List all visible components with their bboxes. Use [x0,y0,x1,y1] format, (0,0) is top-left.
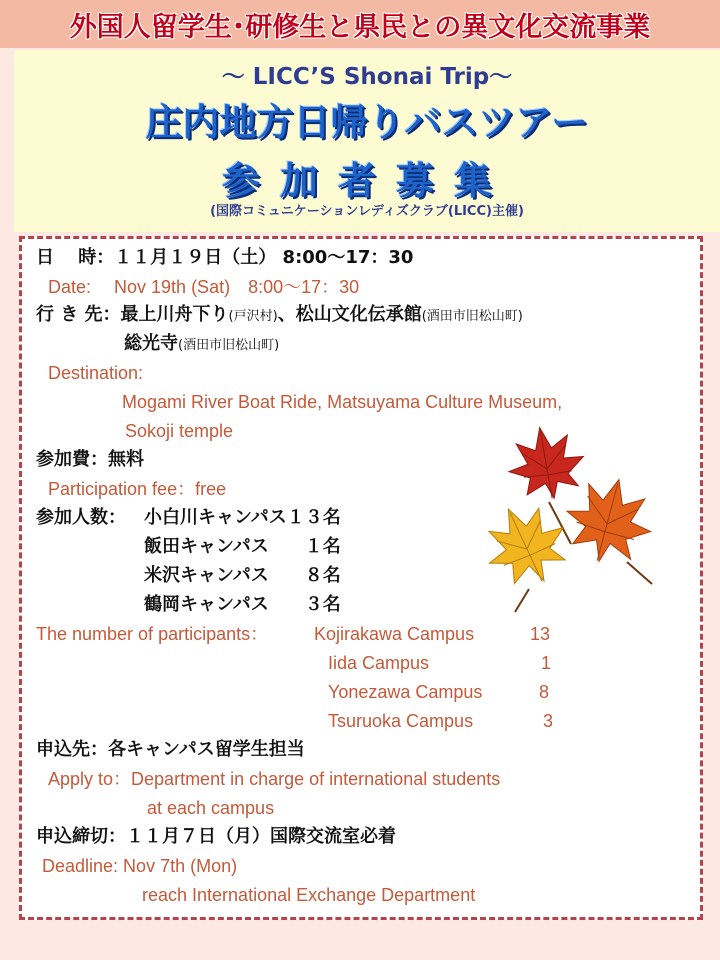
apply-line: 申込先：各キャンパス留学生担当 [36,739,305,760]
autumn-leaves-icon [477,424,687,614]
destination-en-1: Mogami River Boat Ride, Matsuyama Culture Museum, [122,392,563,412]
dest-2a: 総光寺 [124,333,178,354]
count-en-number: 1 [541,653,552,673]
apply-en-2: at each campus [147,798,275,818]
dest-2b: (酒田市旧松山町) [178,338,280,353]
dest-label: 行 き 先： [36,304,121,325]
fee-en: Participation fee：free [48,479,227,499]
organizer: (国際コミュニケーションレディズクラブ(LICC)主催) [210,204,524,219]
dest-1c: 、松山文化伝承館 [277,304,422,325]
bottom-band [0,922,720,960]
subtitle: ～ LICC’S Shonai Trip～ [221,64,513,90]
destination-line-2 [124,331,279,359]
fee-line: 参加費：無料 [36,449,144,470]
recruit-title: 参加者募集 [221,159,512,203]
date-value: １１月１９日（土） 8:00～17：30 [114,247,414,268]
dest-1b: (戸沢村) [228,309,278,324]
count-en-campus: Yonezawa Campus [328,682,483,702]
count-en-campus: Kojirakawa Campus [314,624,475,644]
count-en-number: 8 [539,682,550,702]
date-en: Date: Nov 19th (Sat) 8:00～17：30 [48,277,360,297]
count-en-number: 3 [543,711,554,731]
destination-line-1 [36,302,523,330]
deadline-en-1: Deadline: Nov 7th (Mon) [42,856,238,876]
count-en-campus: Iida Campus [328,653,430,673]
dest-1d: (酒田市旧松山町) [421,309,523,324]
info-box [19,236,703,920]
destination-en-2: Sokoji temple [125,421,234,441]
date-line [36,245,413,271]
dest-1a: 最上川舟下り [120,304,229,325]
destination-en-label: Destination: [48,363,144,383]
deadline-line: 申込締切：１１月７日（月）国際交流室必着 [36,826,396,847]
count-label: 参加人数： [36,507,126,528]
count-en-campus: Tsuruoka Campus [328,711,474,731]
count-en-label: The number of participants： [36,624,269,644]
count-row: 飯田キャンパス １名 [144,536,341,557]
deadline-en-2: reach International Exchange Department [142,885,476,905]
count-row: 米沢キャンパス ８名 [144,565,341,586]
count-row: 鶴岡キャンパス ３名 [144,594,341,615]
page-title: 庄内地方日帰りバスツアー [145,101,589,144]
header-panel [14,50,720,232]
top-banner [0,0,720,48]
banner-text: 外国人留学生･研修生と県民との異文化交流事業 [69,11,651,43]
count-row: 小白川キャンパス１３名 [144,507,341,528]
count-en-number: 13 [530,624,551,644]
apply-en-1: Apply to：Department in charge of international students [48,769,501,789]
date-label: 日 時： [36,247,115,268]
